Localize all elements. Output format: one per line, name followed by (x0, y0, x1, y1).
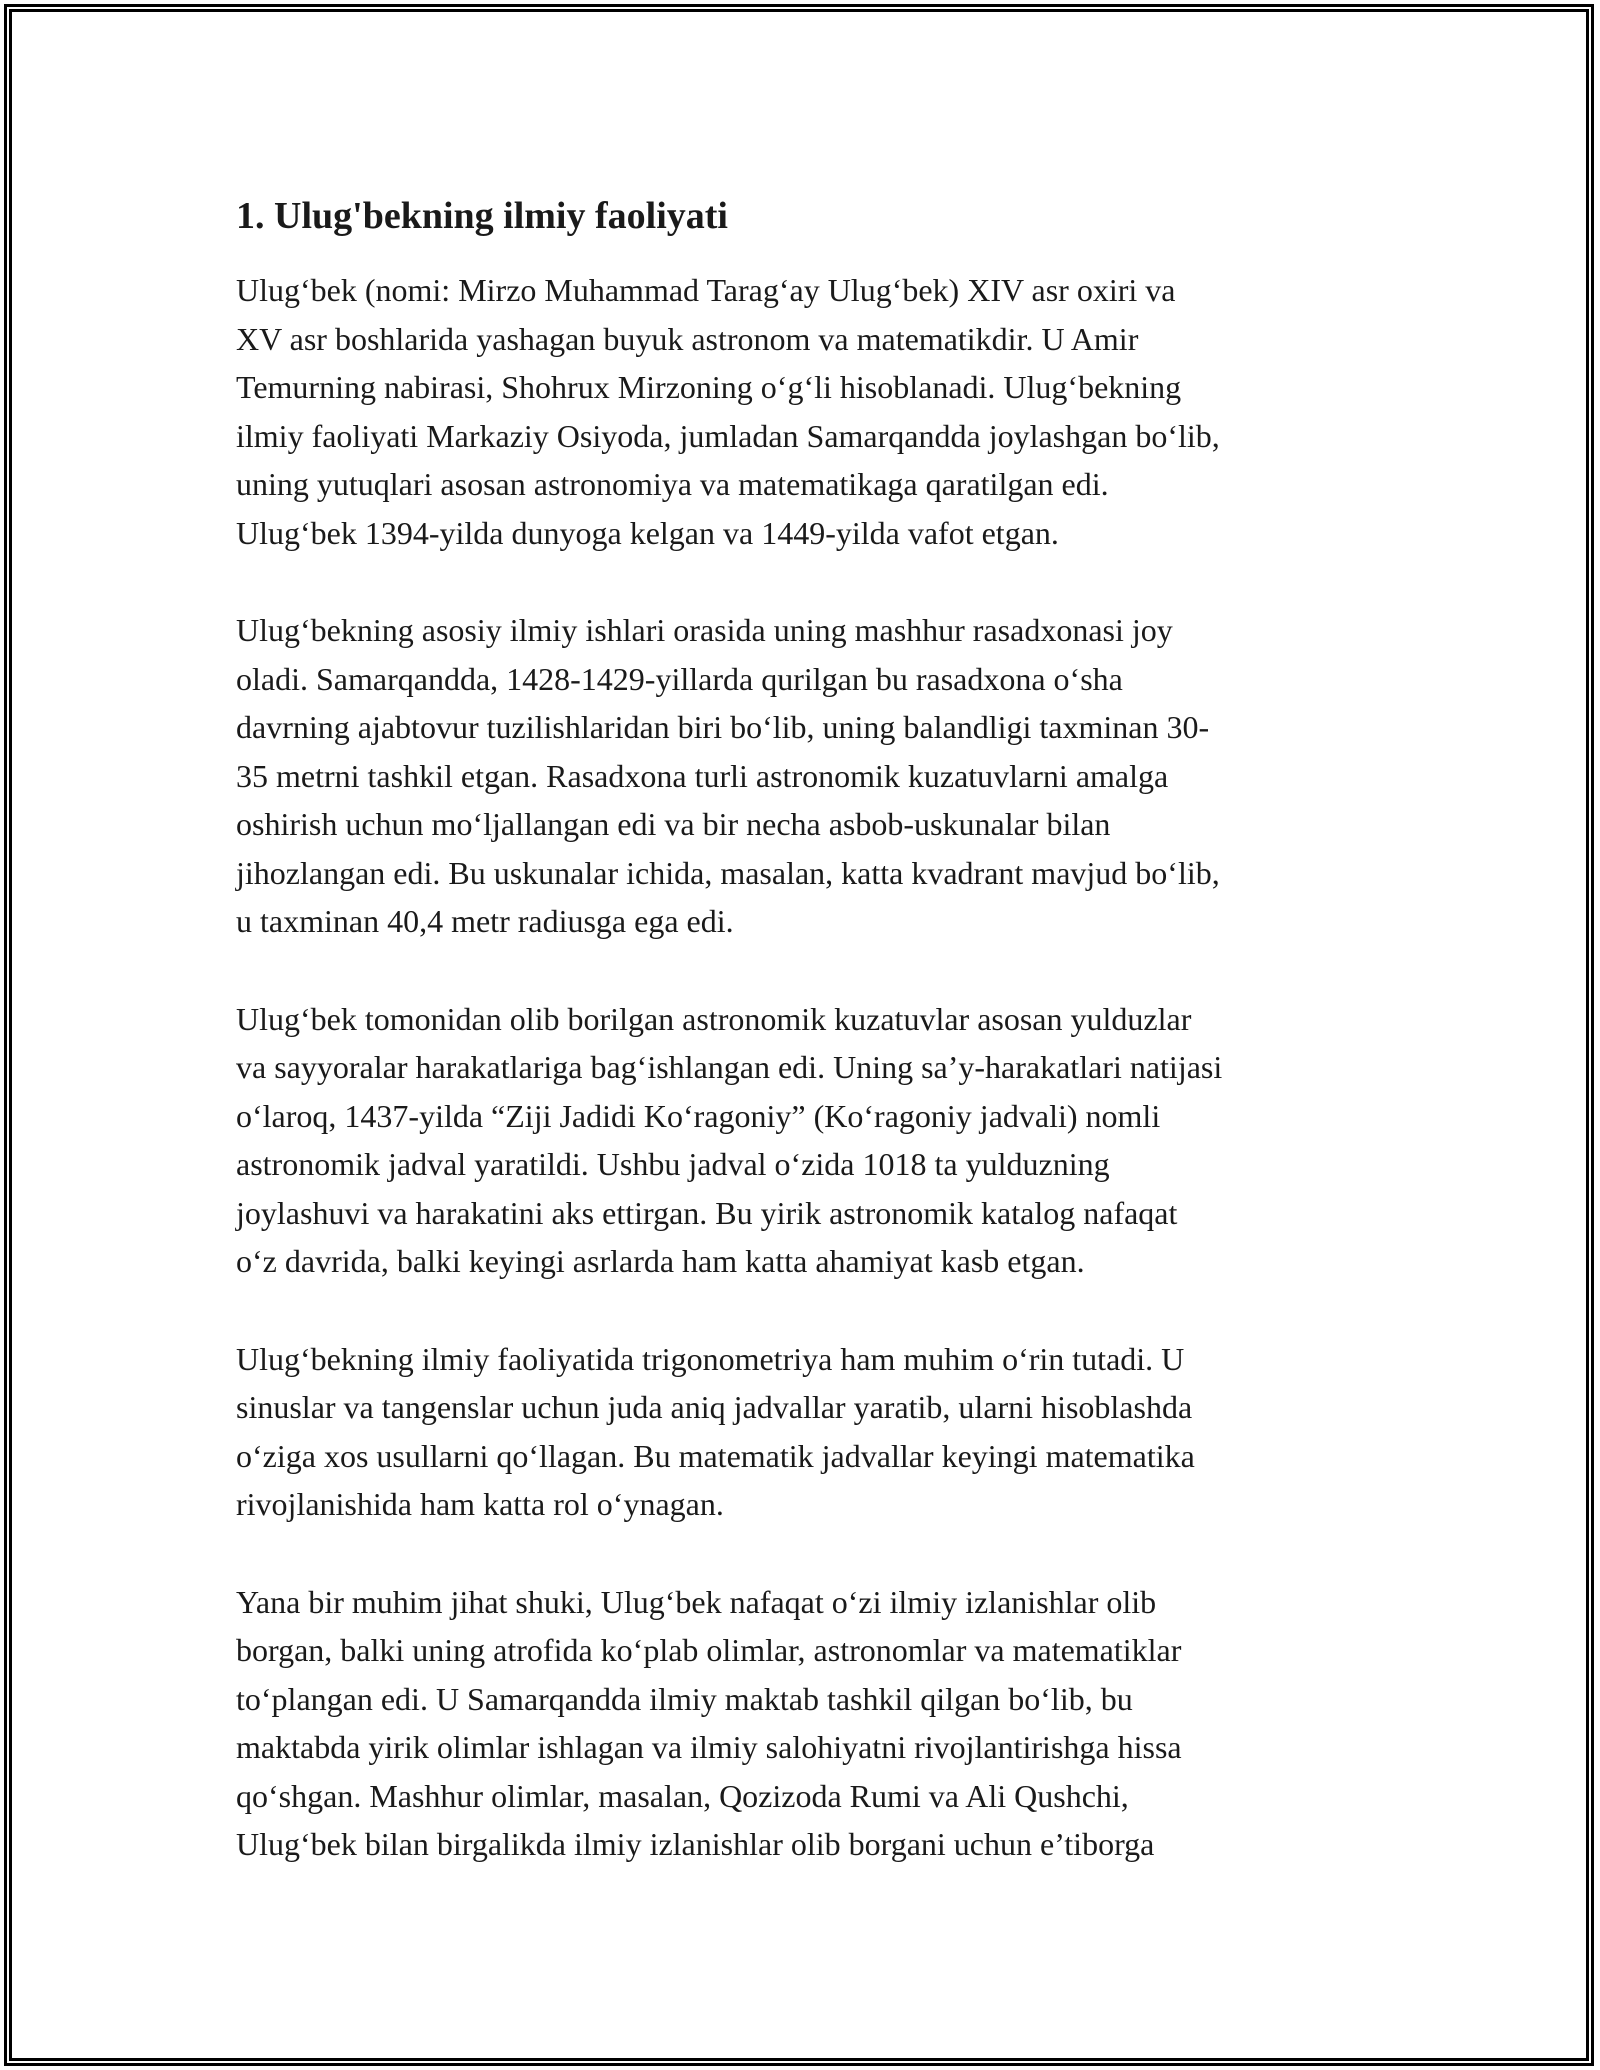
document-page (236, 190, 1366, 1918)
text-line: sinuslar va tangenslar uchun juda aniq jadvallar yaratib, ularni hisoblashda (236, 1389, 1193, 1425)
text-line: maktabda yirik olimlar ishlagan va ilmiy salohiyatni rivojlantirishga hissa (236, 1729, 1182, 1765)
paragraph-4 (236, 1335, 1366, 1529)
text-line: Ulug‘bekning asosiy ilmiy ishlari orasida uning mashhur rasadxonasi joy (236, 612, 1173, 648)
section-heading: 1. Ulug'bekning ilmiy faoliyati (236, 195, 728, 237)
text-line: astronomik jadval yaratildi. Ushbu jadval o‘zida 1018 ta yulduzning (236, 1146, 1110, 1182)
paragraph-2 (236, 606, 1366, 946)
text-line: va sayyoralar harakatlariga bag‘ishlangan edi. Uning sa’y-harakatlari natijasi (236, 1049, 1223, 1085)
text-line: o‘z davrida, balki keyingi asrlarda ham katta ahamiyat kasb etgan. (236, 1243, 1085, 1279)
text-line: oladi. Samarqandda, 1428-1429-yillarda qurilgan bu rasadxona o‘sha (236, 660, 1123, 697)
text-line: jihozlangan edi. Bu uskunalar ichida, masalan, katta kvadrant mavjud bo‘lib, (236, 854, 1220, 891)
text-line: joylashuvi va harakatini aks ettirgan. Bu yirik astronomik katalog nafaqat (236, 1194, 1178, 1231)
text-line: Ulug‘bek tomonidan olib borilgan astronomik kuzatuvlar asosan yulduzlar (236, 1000, 1192, 1037)
text-line: Temurning nabirasi, Shohrux Mirzoning o‘g‘li hisoblanadi. Ulug‘bekning (236, 369, 1182, 405)
text-line: Ulug‘bek bilan birgalikda ilmiy izlanishlar olib borgani uchun e’tiborga (236, 1826, 1155, 1862)
text-line: Yana bir muhim jihat shuki, Ulug‘bek nafaqat o‘zi ilmiy izlanishlar olib (236, 1583, 1157, 1620)
text-line: Ulug‘bek 1394-yilda dunyoga kelgan va 1449-yilda vafot etgan. (236, 514, 1059, 551)
paragraph-5 (236, 1578, 1366, 1869)
text-line: borgan, balki uning atrofida ko‘plab olimlar, astronomlar va matematiklar (236, 1632, 1182, 1668)
text-line: ilmiy faoliyati Markaziy Osiyoda, jumladan Samarqandda joylashgan bo‘lib, (236, 417, 1220, 454)
text-line: rivojlanishida ham katta rol o‘ynagan. (236, 1486, 724, 1522)
text-line: qo‘shgan. Mashhur olimlar, masalan, Qozizoda Rumi va Ali Qushchi, (236, 1777, 1129, 1814)
text-line: u taxminan 40,4 metr radiusga ega edi. (236, 903, 734, 939)
text-line: Ulug‘bekning ilmiy faoliyatida trigonometriya ham muhim o‘rin tutadi. U (236, 1340, 1185, 1377)
text-line: Ulug‘bek (nomi: Mirzo Muhammad Tarag‘ay Ulug‘bek) XIV asr oxiri va (236, 272, 1176, 308)
text-line: to‘plangan edi. U Samarqandda ilmiy maktab tashkil qilgan bo‘lib, bu (236, 1680, 1133, 1717)
text-line: 35 metrni tashkil etgan. Rasadxona turli astronomik kuzatuvlarni amalga (236, 757, 1169, 794)
text-line: davrning ajabtovur tuzilishlaridan biri bo‘lib, uning balandligi taxminan 30- (236, 709, 1210, 745)
paragraph-1 (236, 266, 1366, 557)
text-line: XV asr boshlarida yashagan buyuk astronom va matematikdir. U Amir (236, 320, 1139, 357)
text-line: oshirish uchun mo‘ljallangan edi va bir necha asbob-uskunalar bilan (236, 806, 1111, 842)
text-line: o‘ziga xos usullarni qo‘llagan. Bu matematik jadvallar keyingi matematika (236, 1437, 1195, 1474)
text-line: uning yutuqlari asosan astronomiya va matematikaga qaratilgan edi. (236, 466, 1109, 502)
text-line: o‘laroq, 1437-yilda “Ziji Jadidi Ko‘ragoniy” (Ko‘ragoniy jadvali) nomli (236, 1097, 1161, 1134)
paragraph-3 (236, 995, 1366, 1286)
